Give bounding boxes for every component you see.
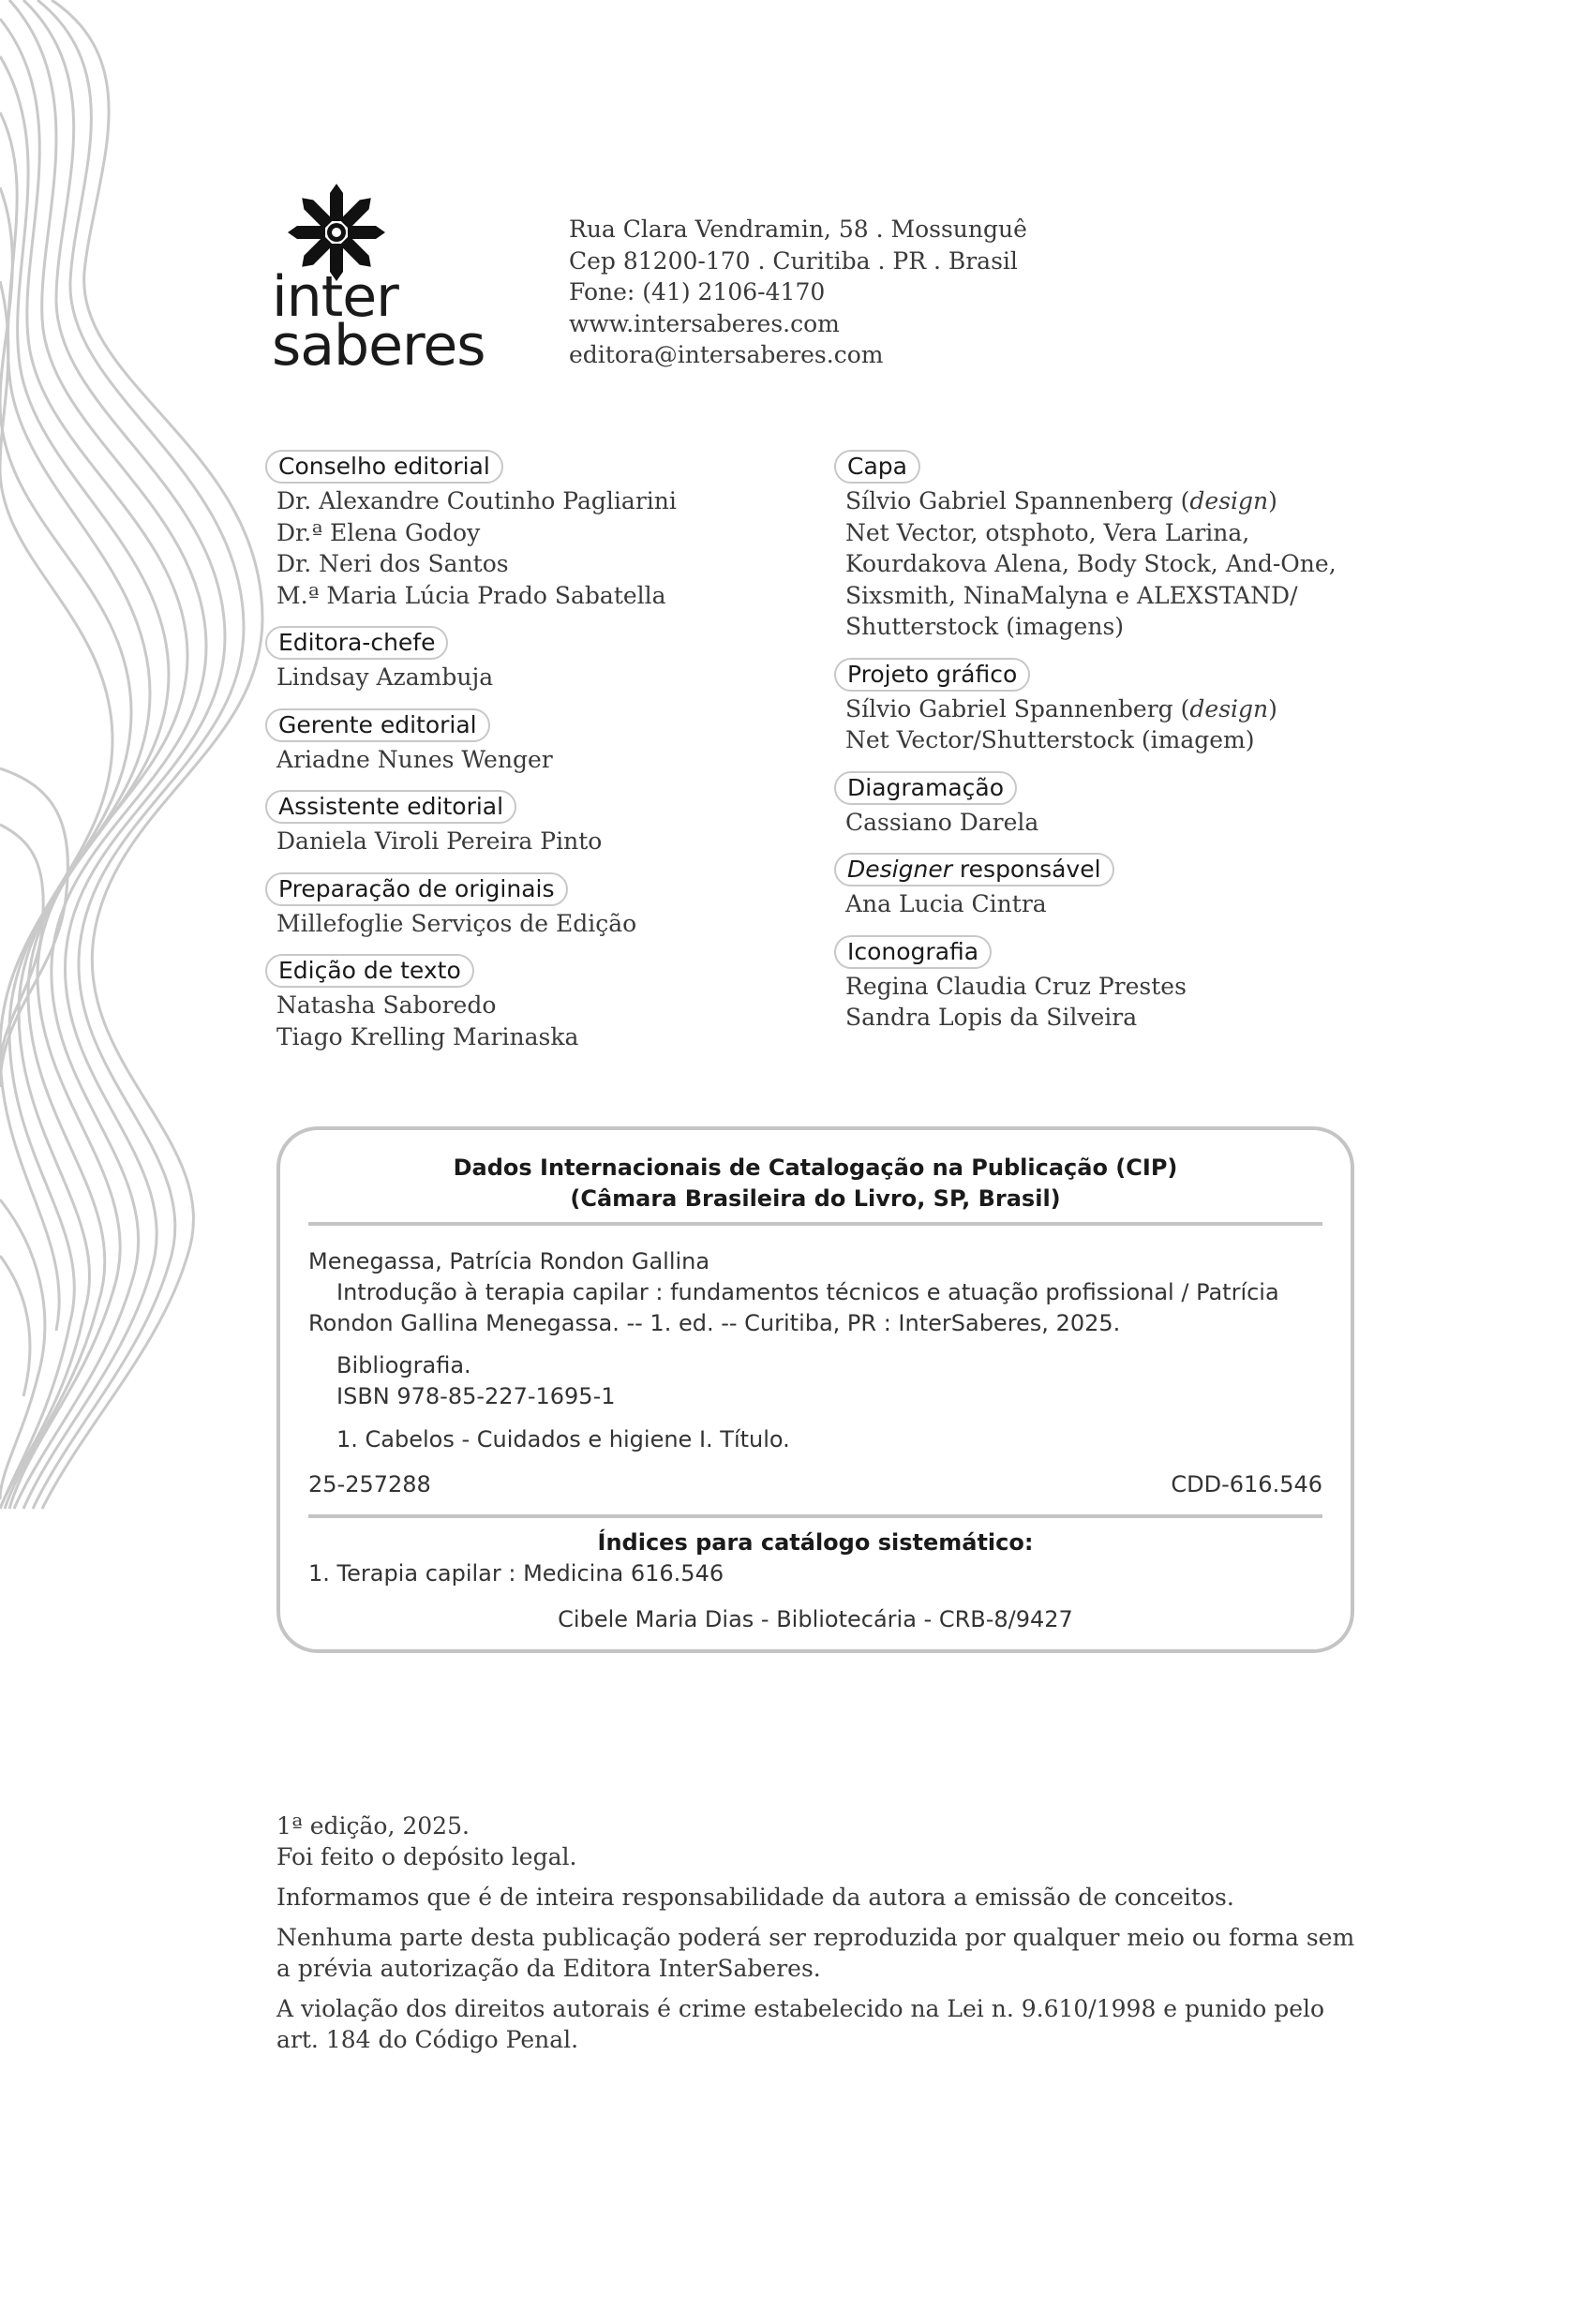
cip-bibliography: Bibliografia. [336,1352,471,1378]
note-responsibility: Informamos que é de inteira responsabilidade da autora a emissão de conceitos. [276,1884,1234,1911]
credit-name: Shutterstock (imagens) [845,613,1125,640]
credit-label: Editora-chefe [265,626,448,660]
credit-name: Sixsmith, NinaMalyna e ALEXSTAND/ [845,581,1298,609]
credit-name-italic: design [1189,694,1269,723]
cip-title [280,1153,1351,1214]
cip-description-line1: Introdução à terapia capilar : fundamentos técnicos e atuação profissional / Patrícia [336,1279,1279,1305]
credit-name-part: ) [1268,694,1277,723]
credit-label: Projeto gráfico [834,658,1030,692]
credit-name: Lindsay Azambuja [276,663,494,691]
credit-name-part: ) [1268,487,1277,514]
credit-name-part: Sílvio Gabriel Spannenberg ( [845,487,1190,514]
credit-name: Net Vector, otsphoto, Vera Larina, [845,518,1250,546]
cip-divider-top [308,1222,1322,1226]
credit-designer-responsavel [834,853,1396,920]
credit-name: Dr.ª Elena Godoy [276,518,481,546]
credit-preparacao-originais [265,872,828,940]
note-copyright-law [276,1993,1354,2055]
credit-label: Edição de texto [265,954,474,988]
cip-title-line1: Dados Internacionais de Catalogação na Publicação (CIP) [453,1155,1178,1181]
credit-name-part: Sílvio Gabriel Spannenberg ( [845,694,1190,723]
credit-name-italic: design [1189,487,1269,514]
credit-name: Dr. Alexandre Coutinho Pagliarini [276,487,677,514]
credit-label [834,853,1114,886]
credits-left-column [265,450,828,1067]
credit-label: Capa [834,450,920,484]
credit-label: Diagramação [834,771,1017,805]
credit-name [834,693,1396,725]
credit-label: Gerente editorial [265,708,490,742]
credit-name: Dr. Neri dos Santos [276,550,509,577]
credit-name: Sandra Lopis da Silveira [845,1004,1138,1031]
credit-projeto-grafico [834,658,1396,756]
logo-word-saberes: saberes [272,313,485,379]
reproduction-line2: a prévia autorização da Editora InterSaberes. [276,1955,821,1982]
cip-title-line2: (Câmara Brasileira do Livro, SP, Brasil) [570,1185,1061,1212]
credit-name: Millefoglie Serviços de Edição [276,909,637,937]
cip-isbn: ISBN 978-85-227-1695-1 [336,1383,616,1409]
credit-capa [834,450,1396,643]
credit-diagramacao [834,771,1396,839]
credit-name: Daniela Viroli Pereira Pinto [276,827,603,855]
logo-word-inter: inter [272,264,398,330]
credit-gerente-editorial [265,708,828,776]
credit-name: Ana Lucia Cintra [845,890,1047,917]
note-edition [276,1810,1354,1872]
credit-name: Net Vector/Shutterstock (imagem) [845,726,1255,753]
cip-librarian: Cibele Maria Dias - Bibliotecária - CRB-8/9427 [558,1606,1073,1632]
credit-name: Cassiano Darela [845,808,1039,836]
deposit-line: Foi feito o depósito legal. [276,1843,577,1870]
edition-line: 1ª edição, 2025. [276,1812,470,1840]
credit-name: Ariadne Nunes Wenger [276,745,553,773]
credit-label: Assistente editorial [265,790,516,824]
address-cep: Cep 81200-170 . Curitiba . PR . Brasil [569,246,1018,275]
address-street: Rua Clara Vendramin, 58 . Mossunguê [569,216,1027,243]
address-email[interactable]: editora@intersaberes.com [569,341,884,368]
note-reproduction [276,1922,1354,1984]
cip-index-title: Índices para catálogo sistemático: [597,1529,1034,1556]
credit-name: Natasha Saboredo [276,991,497,1019]
credit-name: Regina Claudia Cruz Prestes [845,972,1187,1000]
cip-divider-bottom [308,1514,1322,1518]
cip-index-item: 1. Terapia capilar : Medicina 616.546 [308,1560,724,1587]
credit-label-rest: responsável [951,856,1101,883]
credit-label: Conselho editorial [265,450,503,484]
reproduction-line1: Nenhuma parte desta publicação poderá ser reproduzida por qualquer meio ou forma sem [276,1924,1355,1951]
credit-iconografia [834,935,1396,1034]
publisher-address [569,214,1027,371]
address-phone: Fone: (41) 2106-4170 [569,278,826,305]
address-website[interactable]: www.intersaberes.com [569,309,840,337]
credit-conselho-editorial [265,450,828,611]
cip-code-right: CDD-616.546 [1171,1471,1322,1497]
law-line2: art. 184 do Código Penal. [276,2026,579,2053]
credit-label: Iconografia [834,935,992,969]
credit-assistente-editorial [265,790,828,857]
credit-label-italic: Designer [847,856,952,883]
legal-notes [276,1810,1354,2064]
cip-author: Menegassa, Patrícia Rondon Gallina [308,1248,710,1274]
credit-name: M.ª Maria Lúcia Prado Sabatella [276,581,666,609]
cip-code-left: 25-257288 [308,1471,431,1497]
cip-description-line2: Rondon Gallina Menegassa. -- 1. ed. -- Curitiba, PR : InterSaberes, 2025. [308,1310,1121,1336]
credits-right-column [834,450,1396,1049]
credit-name [834,485,1396,517]
decorative-wave-lines [0,0,291,1518]
credit-editora-chefe [265,626,828,693]
credit-label: Preparação de originais [265,872,568,906]
publisher-logo [272,181,506,379]
cip-subject: 1. Cabelos - Cuidados e higiene I. Título. [336,1426,790,1452]
credit-edicao-texto [265,954,828,1052]
credit-name: Tiago Krelling Marinaska [276,1022,579,1050]
cip-catalog-box [276,1126,1354,1653]
credit-name: Kourdakova Alena, Body Stock, And-One, [845,550,1337,577]
law-line1: A violação dos direitos autorais é crime estabelecido na Lei n. 9.610/1998 e punido pelo [276,1995,1325,2022]
